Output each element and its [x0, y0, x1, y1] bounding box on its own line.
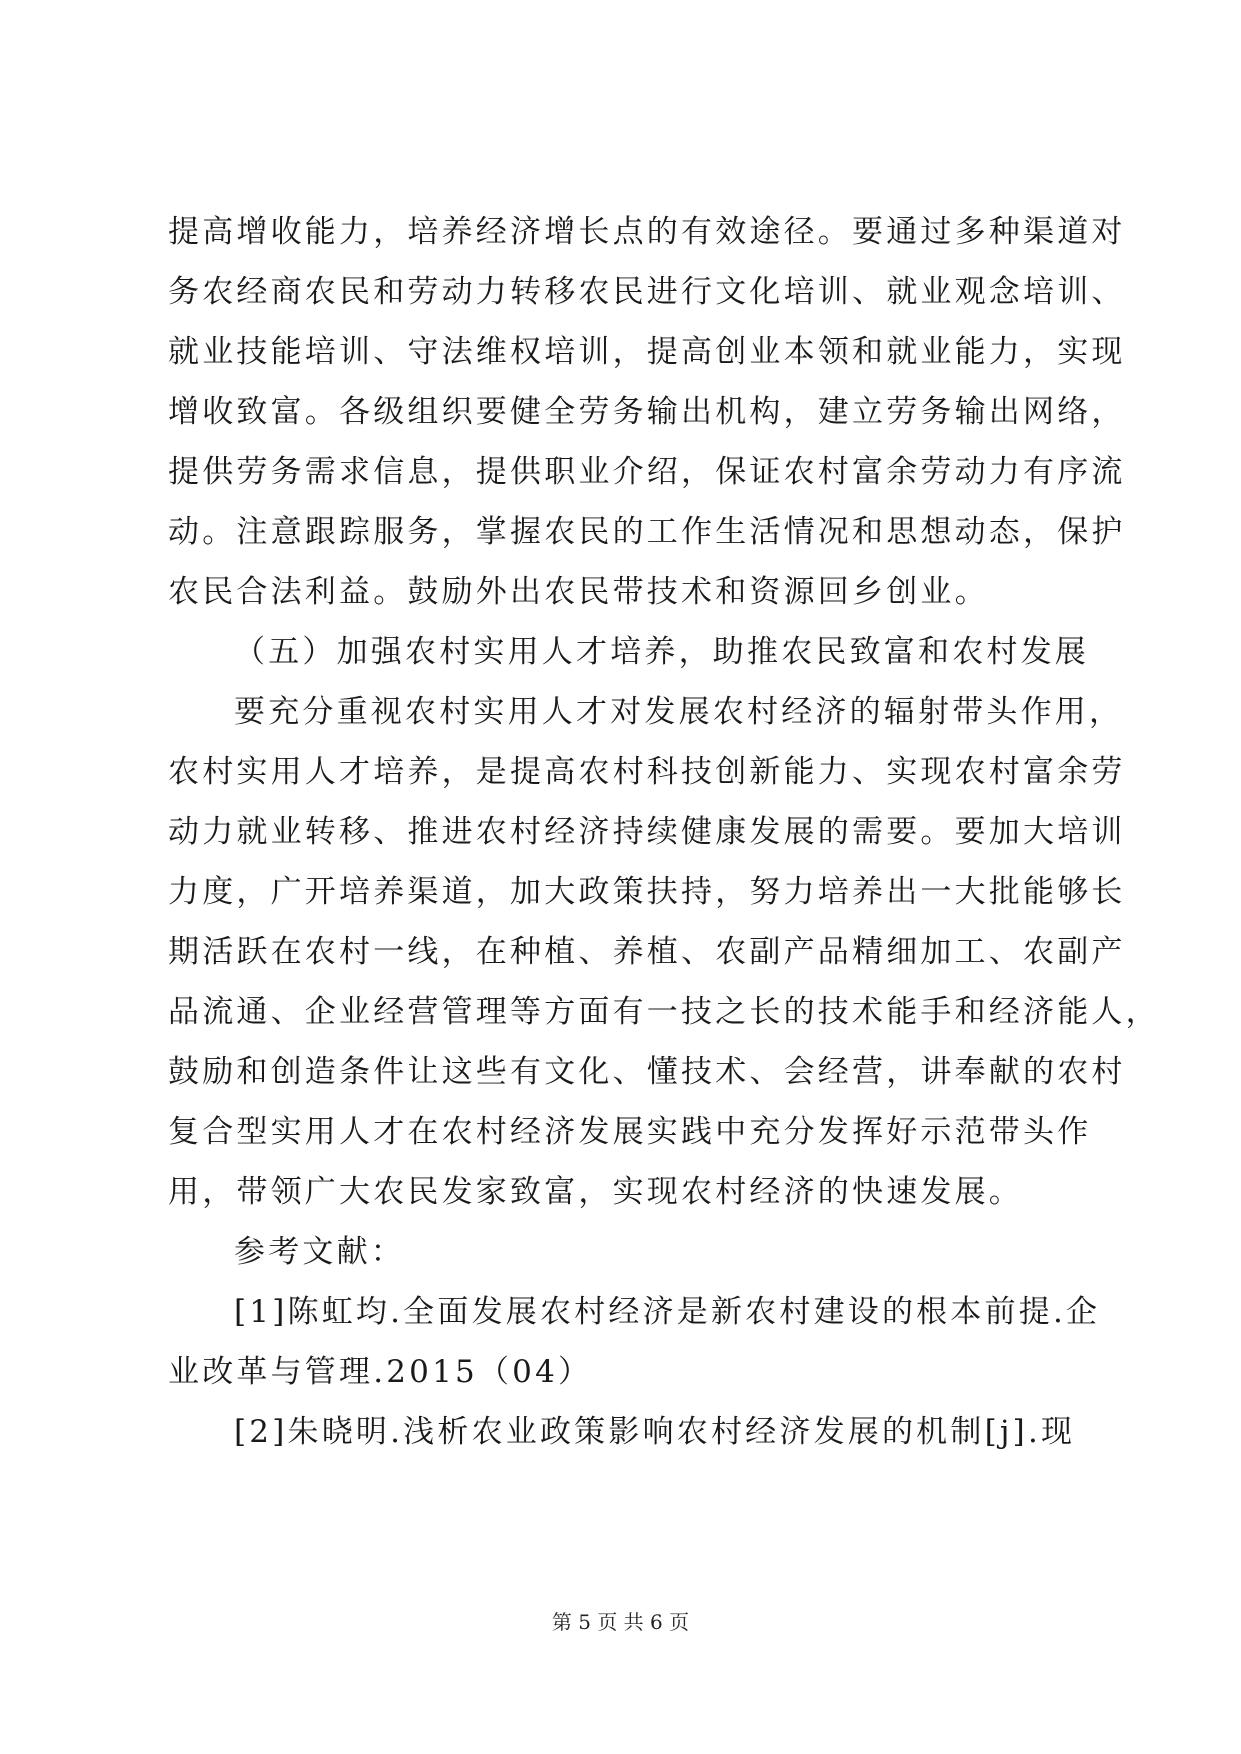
body-text-line: 就业技能培训、守法维权培训，提高创业本领和就业能力，实现 [168, 334, 1126, 370]
reference-item: [2]朱晓明.浅析农业政策影响农村经济发展的机制[j].现 [234, 1414, 1076, 1450]
body-text-line: 用，带领广大农民发家致富，实现农村经济的快速发展。 [168, 1174, 1023, 1210]
body-text-line: 力度，广开培养渠道，加大政策扶持，努力培养出一大批能够长 [168, 874, 1126, 910]
body-text-line: 鼓励和创造条件让这些有文化、懂技术、会经营，讲奉献的农村 [168, 1054, 1126, 1090]
body-text-line: 动。注意跟踪服务，掌握农民的工作生活情况和思想动态，保护 [168, 514, 1126, 550]
body-text-line: 要充分重视农村实用人才对发展农村经济的辐射带头作用， [234, 694, 1124, 730]
body-text-line: 品流通、企业经营管理等方面有一技之长的技术能手和经济能人， [168, 994, 1160, 1030]
reference-item: 业改革与管理.2015（04） [168, 1354, 593, 1390]
body-text-line: 提供劳务需求信息，提供职业介绍，保证农村富余劳动力有序流 [168, 454, 1126, 490]
body-text-line: 农村实用人才培养，是提高农村科技创新能力、实现农村富余劳 [168, 754, 1126, 790]
body-text-line: 动力就业转移、推进农村经济持续健康发展的需要。要加大培训 [168, 814, 1126, 850]
body-text-line: 农民合法利益。鼓励外出农民带技术和资源回乡创业。 [168, 574, 989, 610]
body-text-line: 提高增收能力，培养经济增长点的有效途径。要通过多种渠道对 [168, 214, 1126, 250]
body-text-line: 务农经商农民和劳动力转移农民进行文化培训、就业观念培训、 [168, 274, 1126, 310]
references-heading: 参考文献： [234, 1234, 405, 1270]
body-text-line: 增收致富。各级组织要健全劳务输出机构，建立劳务输出网络， [168, 394, 1126, 430]
section-heading: （五）加强农村实用人才培养，助推农民致富和农村发展 [234, 634, 1089, 670]
reference-item: [1]陈虹均.全面发展农村经济是新农村建设的根本前提.企 [234, 1294, 1101, 1330]
body-text-line: 复合型实用人才在农村经济发展实践中充分发挥好示范带头作 [168, 1114, 1092, 1150]
body-text-line: 期活跃在农村一线，在种植、养植、农副产品精细加工、农副产 [168, 934, 1126, 970]
page-number-footer: 第 5 页 共 6 页 [551, 1610, 690, 1634]
